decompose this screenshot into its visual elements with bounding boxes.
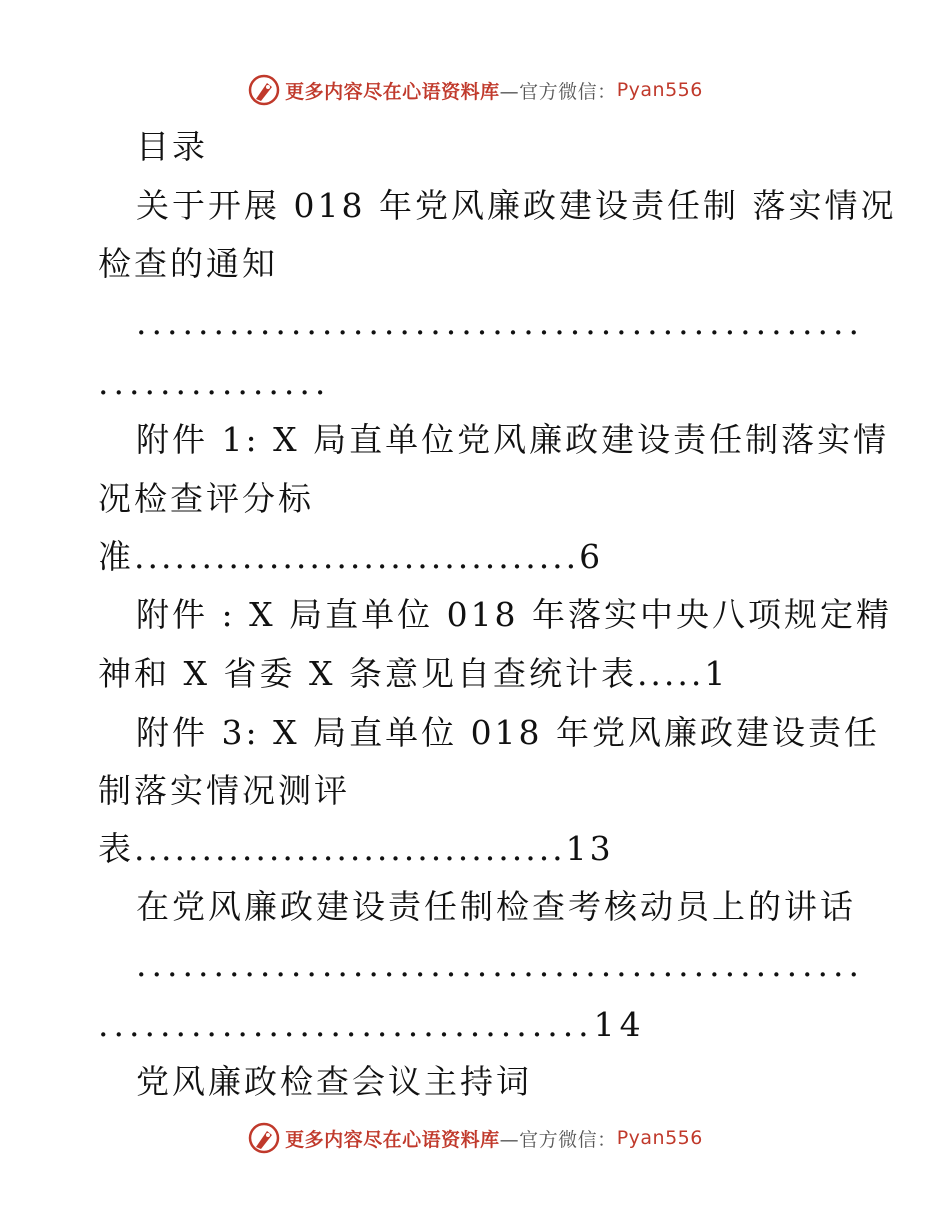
banner-main-text: 更多内容尽在心语资料库 [285, 80, 500, 103]
toc-entry-attachment1-line2: 况检查评分标 [98, 479, 314, 518]
footer-watermark-banner [0, 1118, 950, 1158]
banner-wechat-id: Pyan556 [616, 79, 703, 101]
banner-sub-text: —官方微信： [499, 80, 617, 103]
toc-entry-attachment3-line1: 附件 3: X 局直单位 018 年党风廉政建设责任 [136, 713, 881, 752]
toc-entry-attachment3-line2: 制落实情况测评 [98, 771, 350, 810]
toc-entry-attachment2-line1: 附件 : X 局直单位 018 年落实中央八项规定精 [136, 595, 893, 634]
toc-entry-speech-line1: 在党风廉政建设责任制检查考核动员上的讲话 [136, 887, 856, 926]
toc-entry-speech-leader1: ............................................... [136, 945, 865, 984]
toc-entry-attachment2-line2: 神和 X 省委 X 条意见自查统计表.....1 [98, 654, 729, 693]
banner-main-text: 更多内容尽在心语资料库 [285, 1128, 500, 1151]
toc-entry-notice-line1: 关于开展 018 年党风廉政建设责任制 落实情况 [136, 186, 897, 225]
toc-entry-attachment3-line3: 表................................13 [98, 829, 614, 868]
toc-entry-notice-leader2: ............... [98, 363, 331, 402]
toc-entry-attachment1-line1: 附件 1: X 局直单位党风廉政建设责任制落实情 [136, 420, 890, 459]
banner-sub-text: —官方微信： [499, 1128, 617, 1151]
toc-entry-notice-line2: 检查的通知 [98, 244, 278, 283]
toc-heading: 目录 [136, 127, 208, 166]
banner-wechat-id: Pyan556 [616, 1127, 703, 1149]
toc-entry-speech-leader2: ................................14 [98, 1005, 646, 1044]
toc-entry-notice-leader1: ............................................... [136, 303, 865, 342]
pen-nib-logo-icon [247, 1121, 281, 1155]
toc-entry-host-words: 党风廉政检查会议主持词 [136, 1062, 532, 1101]
toc-entry-attachment1-line3: 准.................................6 [98, 537, 604, 576]
